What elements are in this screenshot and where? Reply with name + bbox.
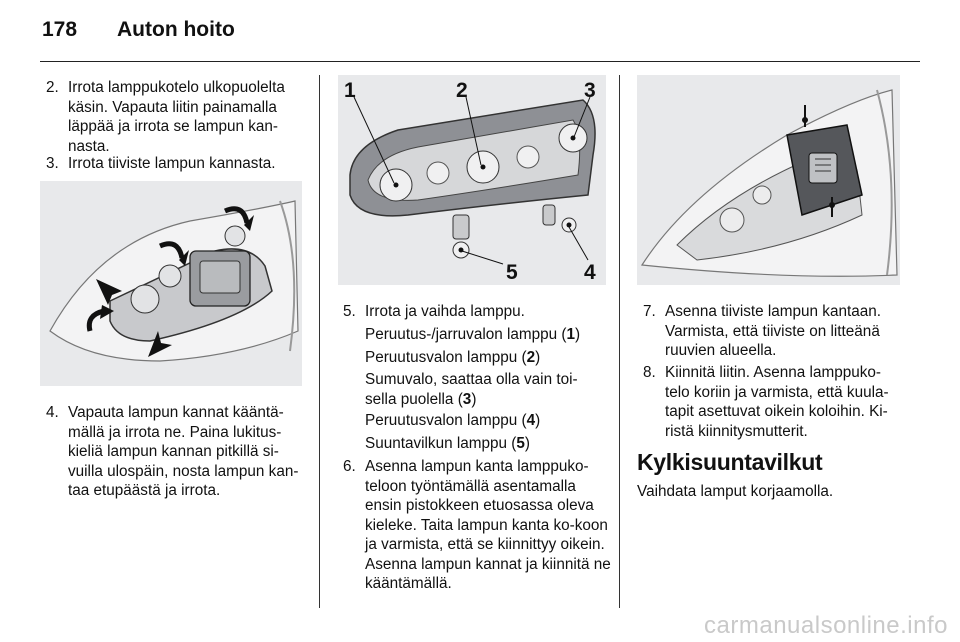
bulb-ref: 2 — [526, 349, 536, 366]
bulb-item-3 — [365, 370, 605, 409]
section-note: Vaihdata lamput korjaamolla. — [637, 483, 834, 500]
column-divider-right — [619, 75, 620, 608]
bulb-ref: 5 — [516, 435, 525, 452]
bulb-ref: 3 — [462, 390, 472, 408]
bulb-item-2 — [365, 348, 610, 368]
illustration-bulb-positions — [338, 75, 606, 285]
callout-4: 4 — [584, 261, 596, 284]
step-text: Asenna tiiviste lampun kantaan. Varmista, että tiiviste on litteänä ruuvien alueella. — [665, 303, 881, 359]
step-6 — [343, 457, 613, 594]
step-4 — [46, 403, 308, 501]
step-3 — [46, 154, 306, 174]
bulb-label: Sumuvalo, saattaa olla vain toi-sella puolella ( — [365, 371, 578, 408]
step-number: 6. — [343, 458, 356, 475]
step-number: 3. — [46, 155, 59, 172]
step-text: Irrota ja vaihda lamppu. — [365, 303, 525, 320]
callout-1: 1 — [344, 79, 356, 102]
bulb-label: Peruutusvalon lamppu ( — [365, 349, 527, 366]
bulb-end: ) — [535, 349, 541, 366]
illustration-lamp-housing-removal — [40, 181, 302, 386]
step-number: 8. — [643, 364, 656, 381]
callout-2: 2 — [456, 79, 468, 102]
bulb-item-4 — [365, 411, 610, 431]
step-2 — [46, 78, 306, 156]
step-5 — [343, 302, 608, 322]
column-divider-left — [319, 75, 320, 608]
illustration-seal-install — [637, 75, 900, 285]
step-number: 5. — [343, 303, 356, 320]
bulb-label: Peruutusvalon lamppu ( — [365, 412, 527, 429]
step-text: Irrota lamppukotelo ulkopuolelta käsin. Vapauta liitin painamalla läppää ja irrota se lampun kan-nasta. — [68, 79, 285, 155]
bulb-end: ) — [471, 390, 477, 408]
callout-3: 3 — [584, 79, 596, 102]
watermark: carmanualsonline.info — [704, 612, 948, 639]
step-number: 2. — [46, 79, 59, 96]
step-7 — [643, 302, 901, 361]
bulb-label: Suuntavilkun lamppu ( — [365, 435, 517, 452]
bulb-item-1 — [365, 325, 610, 345]
bulb-ref: 4 — [526, 412, 536, 429]
bulb-label: Peruutus-/jarruvalon lamppu ( — [365, 326, 567, 343]
step-text: Kiinnitä liitin. Asenna lamppuko-telo koriin ja varmista, että kuula-tapit asettuvat oikein koloihin. Ki-ristä kiinnitysmutterit. — [665, 364, 889, 440]
callout-5: 5 — [506, 261, 518, 284]
step-number: 4. — [46, 404, 59, 421]
bulb-item-5 — [365, 434, 610, 454]
bulb-end: ) — [575, 326, 581, 343]
step-number: 7. — [643, 303, 656, 320]
bulb-end: ) — [524, 435, 530, 452]
bulb-end: ) — [535, 412, 541, 429]
step-text: Asenna lampun kanta lamppuko-teloon työntämällä asentamalla ensin pistokkeen etuosassa oleva kieleke. Taita lampun kanta ko-koon ja varmista, että se kiinnittyy oikein. Asenna lampun kannat ja kiinnitä ne kääntämällä. — [365, 458, 611, 592]
header-rule — [40, 61, 920, 62]
section-heading: Kylkisuuntavilkut — [637, 449, 823, 475]
bulb-ref: 1 — [566, 326, 576, 343]
step-8 — [643, 363, 903, 441]
step-text: Vapauta lampun kannat kääntä-mällä ja irrota ne. Paina lukitus-kieliä lampun kannan pitkillä si-vuilla ulospäin, nosta lampun kan-taa etupäästä ja irrota. — [68, 404, 299, 499]
step-text: Irrota tiiviste lampun kannasta. — [68, 155, 276, 172]
section-header: Auton hoito — [117, 18, 235, 41]
page-number: 178 — [42, 18, 78, 41]
